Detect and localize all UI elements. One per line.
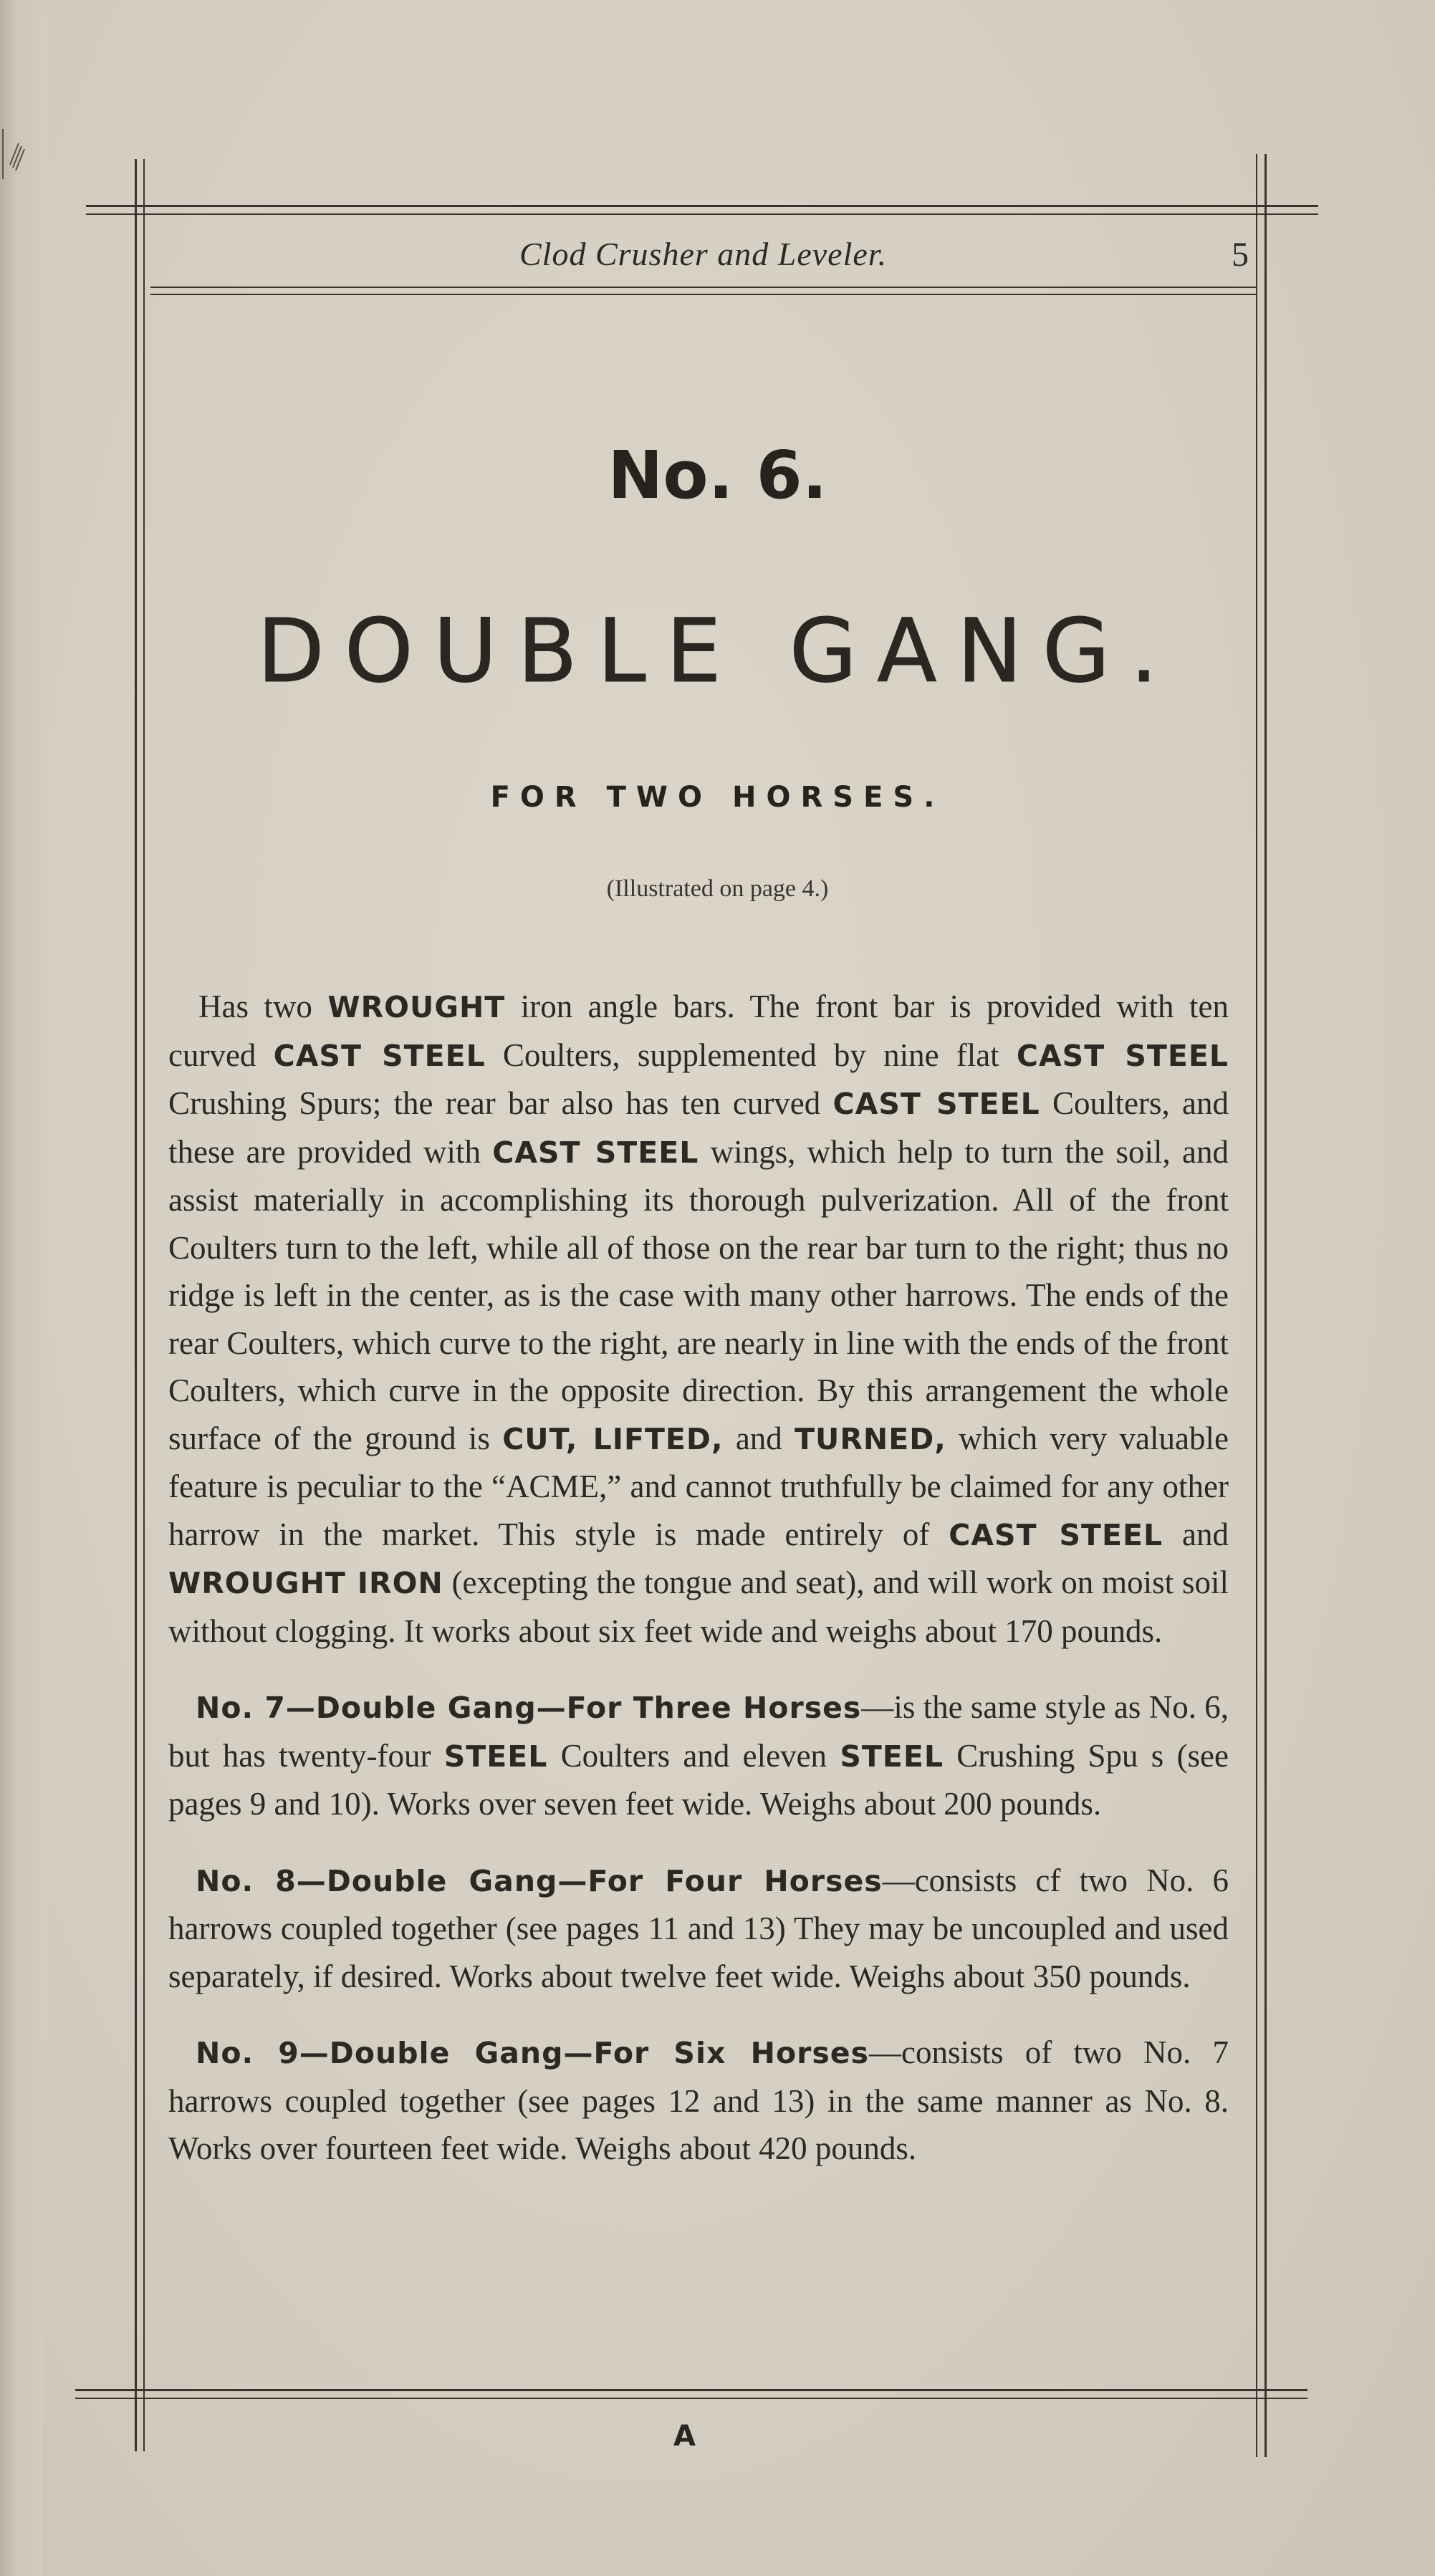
text-run: and (723, 1420, 795, 1456)
text-run: Coulters and eleven (547, 1737, 840, 1774)
text-run: Crushing Spu s (see pages 9 and 10). Works over seven feet wide. Weighs about 200 pounds. (168, 1737, 1229, 1822)
text-run: (excepting the tongue and seat), and will work on moist soil without clogging. It works about six feet wide and weighs about 170 pounds. (168, 1565, 1229, 1649)
bold-run: TURNED, (795, 1421, 946, 1456)
frame-bottom-rule-outer (75, 2389, 1307, 2391)
frame-top-rule-outer (86, 205, 1318, 207)
text-run: —is the same style as No. 6, but has twenty-four (168, 1689, 1229, 1774)
bold-run: STEEL (840, 1739, 944, 1774)
paragraph-no-8 (168, 1857, 1229, 2001)
gutter-scratch-marks (0, 122, 36, 186)
running-title: Clod Crusher and Leveler. (519, 236, 888, 272)
text-run: —consists cf two No. 6 harrows coupled together (see pages 11 and 13) They may be uncoupled and used separately, if desired. Works about twelve feet wide. Weighs about 350 pounds. (168, 1862, 1229, 1994)
text-run: iron angle bars. The front bar is provided with ten curved (168, 989, 1229, 1073)
text-run: Has two (198, 989, 328, 1024)
header-underline-1 (150, 287, 1257, 288)
paragraph-no-7 (168, 1683, 1229, 1828)
model-number-heading: No. 6. (608, 437, 827, 514)
paragraph-no-9 (168, 2029, 1229, 2173)
bold-run: STEEL (443, 1739, 548, 1774)
text-run: which very valuable feature is peculiar to the “ACME,” and cannot truthfully be claimed for any other harrow in the market. This style is made entirely of (168, 1420, 1229, 1552)
bold-run: CAST STEEL (492, 1135, 699, 1170)
text-run: Coulters, and these are provided with (168, 1085, 1229, 1170)
text-run: and (1163, 1516, 1229, 1552)
bold-run: CAST STEEL (1016, 1038, 1229, 1073)
bold-run: WROUGHT (327, 990, 506, 1024)
text-run: wings, which help to turn the soil, and assist materially in accomplishing its thorough pulverization. All of the front Coulters turn to the left, while all of those on the rear bar turn to the right; thus no ridge is left in the center, as is the case with many other harrows. The ends of the rear Coulters, which curve to the right, are nearly in line with the ends of the front Coulters, which curve in the opposite direction. By this arrangement the whole surface of the ground is (168, 1133, 1229, 1456)
running-header (154, 228, 1257, 285)
bold-run: CAST STEEL (273, 1038, 486, 1073)
page-number: 5 (1232, 236, 1249, 274)
bold-run: No. 8—Double Gang—For Four Horses (196, 1863, 883, 1898)
bold-run: CAST STEEL (949, 1517, 1163, 1552)
bold-run: CAST STEEL (832, 1087, 1040, 1121)
frame-bottom-rule-inner (75, 2398, 1307, 2399)
body-text (168, 983, 1229, 2173)
binding-gutter (0, 0, 42, 2576)
paragraph-no-6-description (168, 983, 1229, 1655)
bold-run: CUT, LIFTED, (502, 1421, 724, 1456)
bold-run: WROUGHT IRON (168, 1566, 443, 1600)
printer-signature-mark: A (673, 2420, 696, 2453)
frame-top-rule-inner (86, 213, 1318, 215)
text-run: Crushing Spurs; the rear bar also has ten curved (168, 1085, 833, 1121)
text-run: Coulters, supplemented by nine flat (485, 1037, 1017, 1073)
bold-run: No. 9—Double Gang—For Six Horses (196, 2036, 869, 2070)
header-underline-2 (150, 294, 1257, 295)
subtitle: FOR TWO HORSES. (490, 781, 945, 814)
page-title: DOUBLE GANG. (256, 600, 1179, 702)
text-run: —consists of two No. 7 harrows coupled together (see pages 12 and 13) in the same manner as No. 8. Works over fourteen feet wide. Weighs about 420 pounds. (168, 2034, 1229, 2166)
illustration-reference-note: (Illustrated on page 4.) (606, 875, 829, 902)
bold-run: No. 7—Double Gang—For Three Horses (196, 1691, 862, 1725)
